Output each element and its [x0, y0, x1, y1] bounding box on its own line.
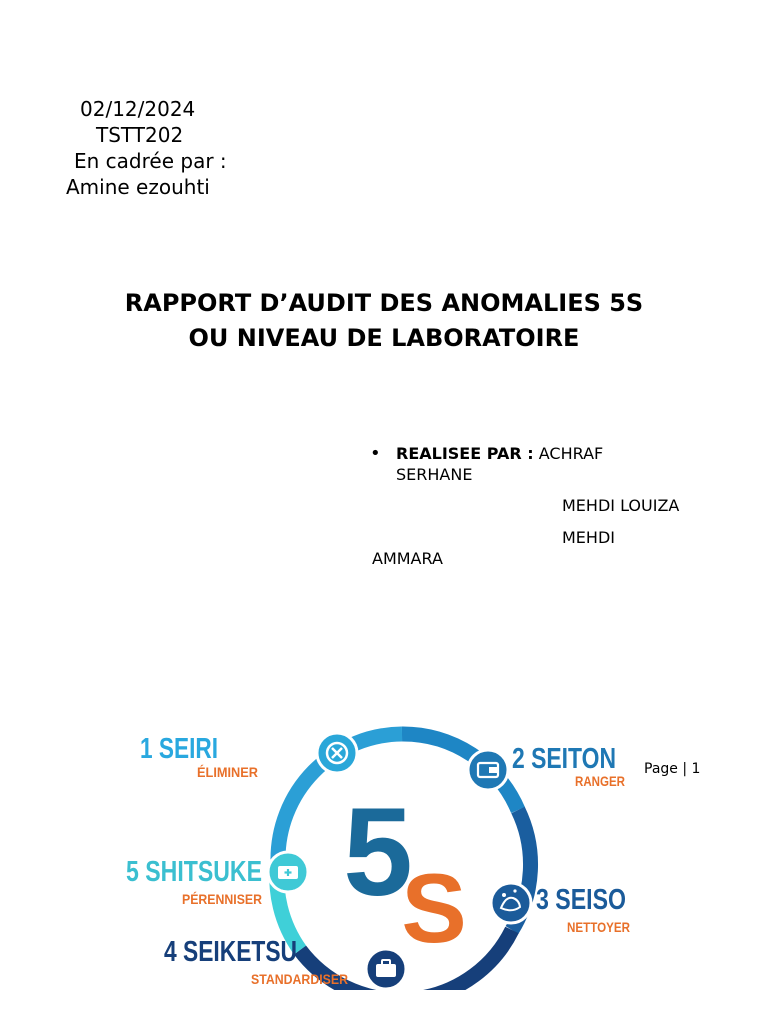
author-1: ACHRAF [538, 444, 604, 463]
first-aid-kit-icon [268, 852, 308, 892]
author-3: MEHDI [562, 528, 615, 547]
bullet-icon: • [370, 443, 381, 464]
supervisor-name: Amine ezouhti [66, 175, 210, 199]
authors-first-line [396, 444, 603, 464]
author-3-continued: AMMARA [372, 549, 443, 568]
step-subtitle: PÉRENNISER [182, 891, 262, 907]
step-seiso [536, 884, 630, 935]
step-title: 5 SHITSUKE [126, 856, 262, 888]
step-subtitle: STANDARDISER [251, 971, 348, 987]
step-title: 2 SEITON [512, 743, 616, 775]
author-2: MEHDI LOUIZA [562, 496, 680, 515]
report-title-line-2: OU NIVEAU DE LABORATOIRE [188, 324, 580, 352]
center-digit: 5 [343, 783, 413, 922]
step-subtitle: NETTOYER [567, 919, 630, 935]
supervised-by-label: En cadrée par : [74, 149, 227, 173]
step-title: 1 SEIRI [140, 733, 218, 765]
step-title: 3 SEISO [536, 884, 626, 916]
close-circle-icon [317, 733, 357, 773]
report-title-line-1: RAPPORT D’AUDIT DES ANOMALIES 5S [124, 289, 644, 317]
step-shitsuke [126, 856, 262, 907]
wallet-icon [468, 750, 508, 790]
report-title [40, 286, 728, 356]
page-number: Page | 1 [644, 761, 701, 777]
step-title: 4 SEIKETSU [164, 936, 297, 968]
class-code: TSTT202 [96, 123, 184, 147]
briefcase-icon [366, 949, 406, 989]
cleaning-hands-icon [491, 883, 531, 923]
center-letter: S [401, 853, 467, 963]
document-date: 02/12/2024 [80, 97, 196, 121]
step-seiri [140, 733, 258, 780]
five-s-diagram [120, 720, 640, 990]
step-subtitle: ÉLIMINER [197, 764, 258, 780]
step-subtitle: RANGER [575, 773, 625, 789]
step-seiton [512, 743, 625, 789]
authors-label: REALISEE PAR : [396, 444, 534, 463]
author-1-continued: SERHANE [396, 465, 473, 484]
